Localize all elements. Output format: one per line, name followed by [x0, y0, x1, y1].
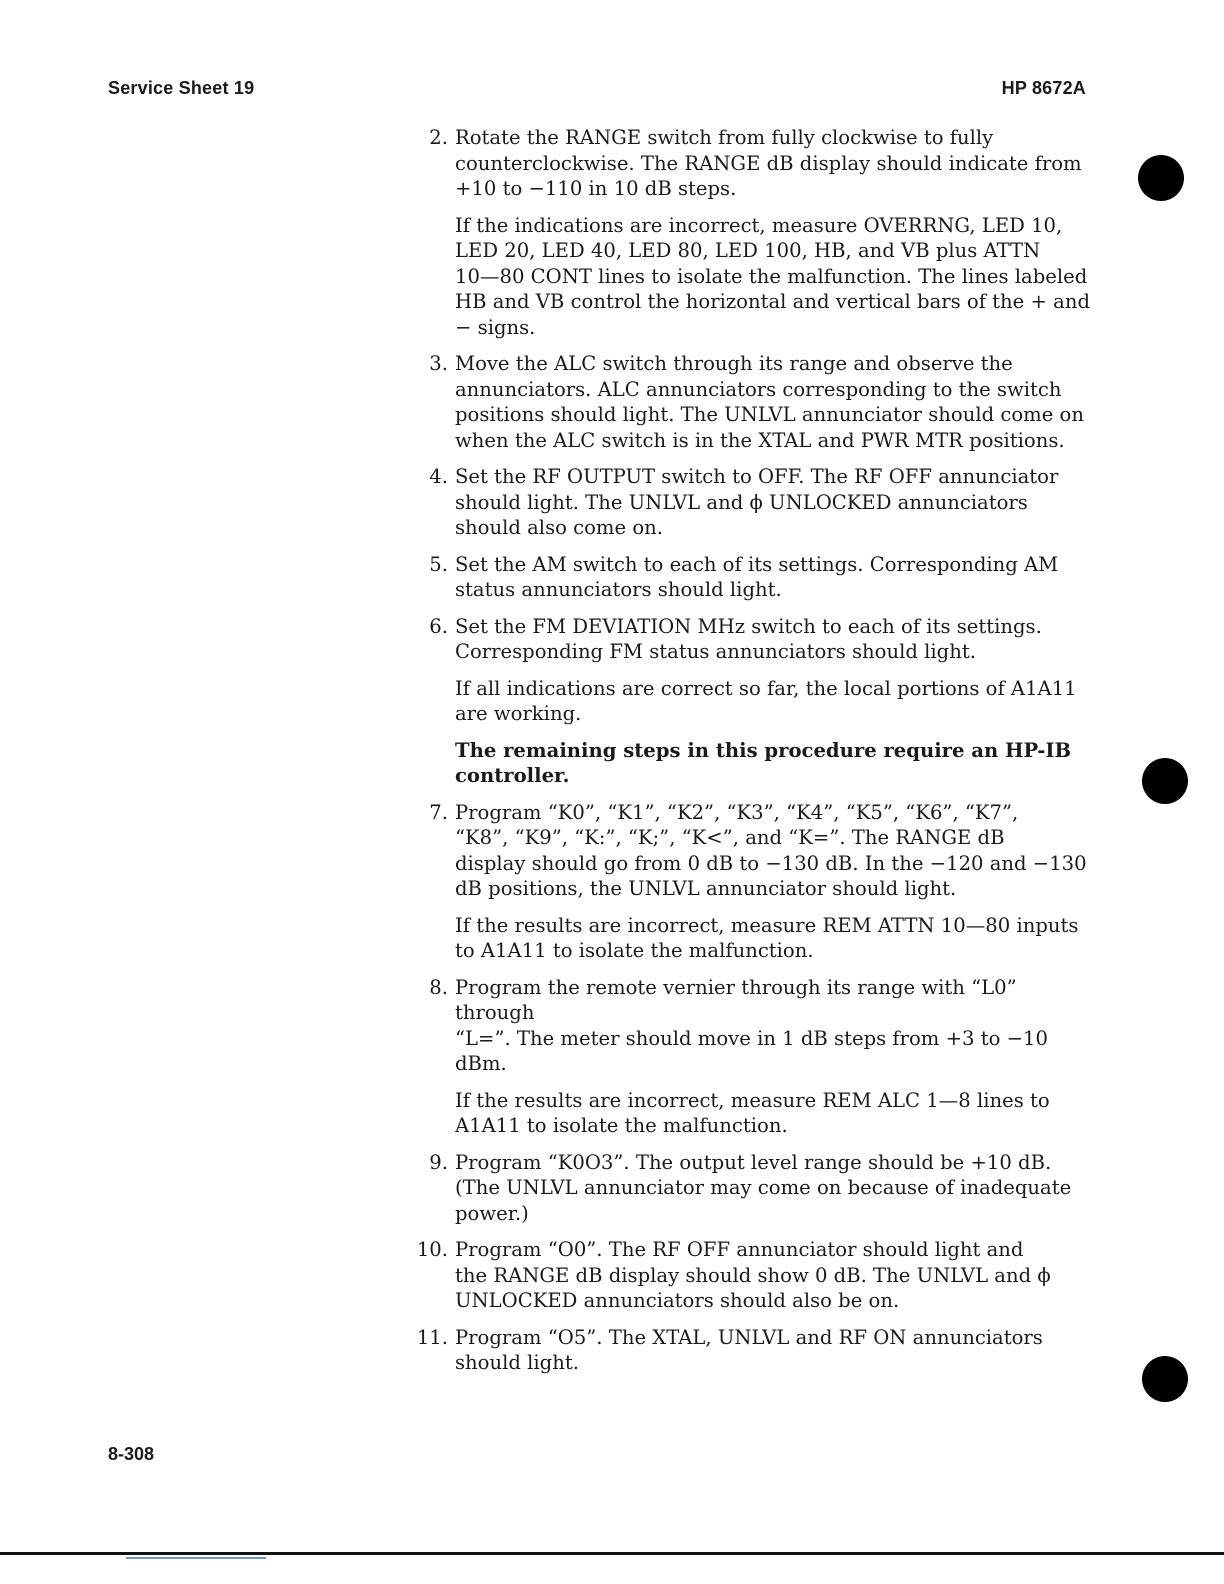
bottom-accent-rule — [126, 1557, 266, 1559]
step-number: 11. — [416, 1325, 448, 1349]
step-number: 6. — [429, 614, 448, 638]
running-header-model: HP 8672A — [1001, 78, 1086, 98]
step-9 — [410, 1150, 1095, 1227]
running-header-section: Service Sheet 19 — [108, 78, 255, 98]
step-10 — [410, 1237, 1095, 1314]
step-7-followup: If the results are incorrect, measure REM ATTN 10—80 inputs to A1A11 to isolate the malfunction. — [455, 913, 1079, 962]
step-number: 4. — [429, 465, 448, 488]
step-text: Set the FM DEVIATION MHz switch to each of its settings. Corresponding FM status annunciators should light. — [455, 614, 1042, 663]
step-text: Program “O0”. The RF OFF annunciator should light and the RANGE dB display should show 0 dB. The UNLVL and ϕ UNLOCKED annunciators should also be on. — [455, 1238, 1051, 1312]
bottom-rule — [0, 1552, 1224, 1555]
step-text: Program “K0”, “K1”, “K2”, “K3”, “K4”, “K5”, “K6”, “K7”, “K8”, “K9”, “K:”, “K;”, “K<”, and “K=”. The RANGE dB display should go from 0 dB to −130 dB. In the −120 and −130 dB positions, the UNLVL annunciator should light. — [455, 800, 1087, 900]
step-5 — [410, 552, 1095, 603]
step-number: 7. — [429, 800, 448, 824]
step-2-followup: If the indications are incorrect, measure OVERRNG, LED 10, LED 20, LED 40, LED 80, LED 100, HB, and VB plus ATTN 10—80 CONT lines to isolate the malfunction. The lines labeled HB and VB control the horizontal and vertical bars of the + and − signs. — [455, 213, 1090, 339]
step-2 — [410, 125, 1095, 202]
step-text: Move the ALC switch through its range and observe the annunciators. ALC annunciators corresponding to the switch positions should light. The UNLVL annunciator should come on when the ALC switch is in the XTAL and PWR MTR positions. — [455, 352, 1084, 452]
hp-ib-note: The remaining steps in this procedure require an HP-IB controller. — [455, 738, 1072, 787]
step-11 — [410, 1325, 1095, 1376]
step-number: 3. — [429, 352, 448, 375]
step-text: Program “K0O3”. The output level range should be +10 dB. (The UNLVL annunciator may come on because of inadequate power.) — [455, 1150, 1072, 1225]
step-7 — [410, 800, 1095, 902]
page-number: 8-308 — [108, 1444, 155, 1464]
step-text: Set the RF OUTPUT switch to OFF. The RF OFF annunciator should light. The UNLVL and ϕ UNLOCKED annunciators should also come on. — [455, 465, 1059, 539]
binder-hole-bottom — [1142, 1356, 1188, 1402]
step-number: 10. — [416, 1238, 448, 1261]
step-4 — [410, 464, 1095, 541]
step-number: 5. — [429, 552, 448, 576]
step-6 — [410, 614, 1095, 665]
step-number: 2. — [429, 126, 448, 149]
step-number: 9. — [429, 1150, 448, 1174]
step-8 — [410, 975, 1095, 1077]
step-text: Set the AM switch to each of its settings. Corresponding AM status annunciators should light. — [455, 552, 1059, 601]
step-8-followup: If the results are incorrect, measure REM ALC 1—8 lines to A1A11 to isolate the malfunction. — [455, 1088, 1050, 1137]
step-3 — [410, 351, 1095, 453]
binder-hole-middle — [1142, 758, 1188, 804]
step-text: Program “O5”. The XTAL, UNLVL and RF ON annunciators should light. — [455, 1325, 1043, 1374]
step-text: Program the remote vernier through its range with “L0” through “L=”. The meter should move in 1 dB steps from +3 to −10 dBm. — [455, 975, 1048, 1075]
step-text: Rotate the RANGE switch from fully clockwise to fully counterclockwise. The RANGE dB display should indicate from +10 to −110 in 10 dB steps. — [455, 126, 1082, 200]
step-6-followup: If all indications are correct so far, the local portions of A1A11 are working. — [455, 676, 1077, 725]
procedure-body — [410, 125, 1095, 1387]
binder-hole-top — [1138, 155, 1184, 201]
step-number: 8. — [429, 975, 448, 999]
